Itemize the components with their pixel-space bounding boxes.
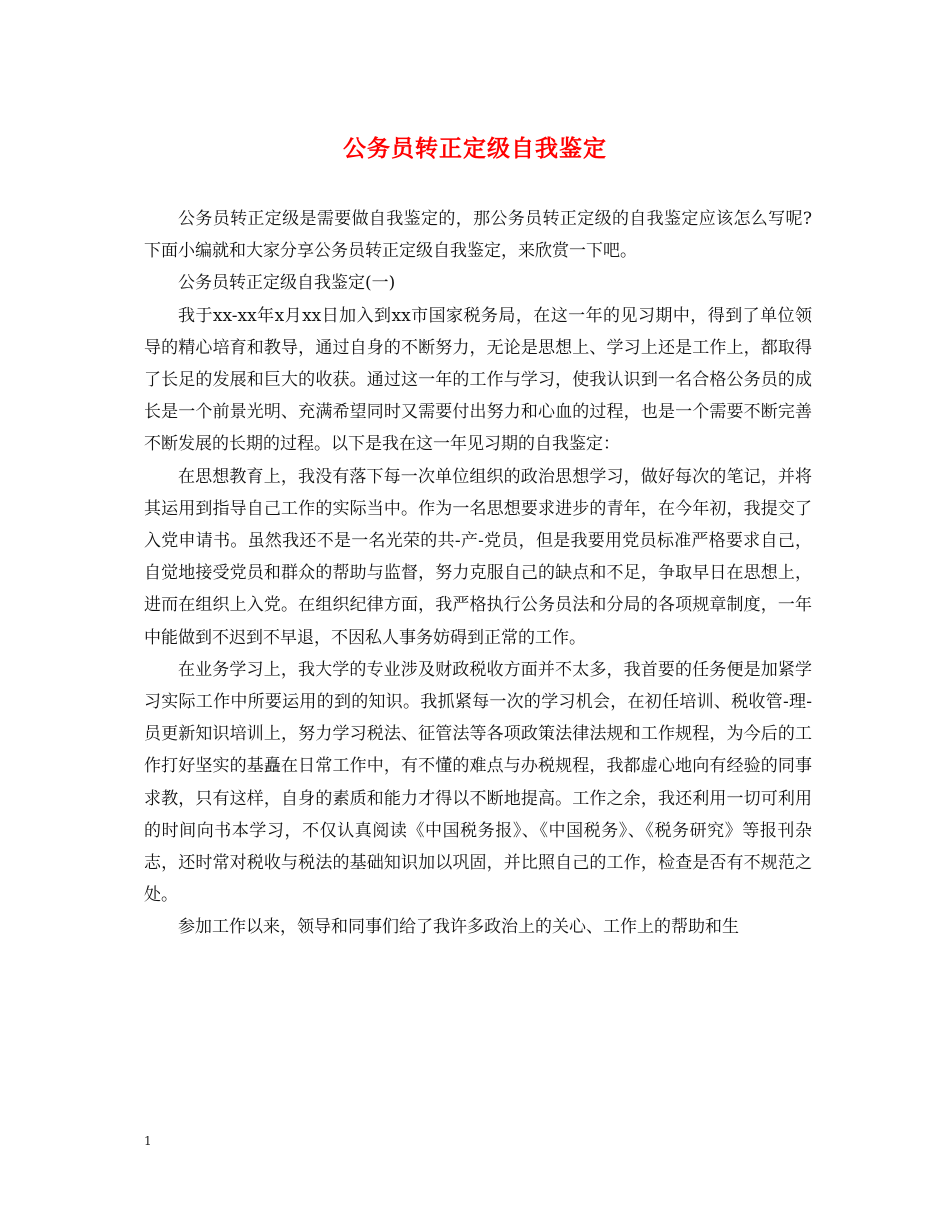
paragraph-opening: 我于xx-xx年x月xx日加入到xx市国家税务局，在这一年的见习期中，得到了单位领导的精心培育和教导，通过自身的不断努力，无论是思想上、学习上还是工作上，都取得了长足的发展和巨大的收获。通过这一年的工作与学习，使我认识到一名合格公务员的成长是一个前景光明、充满希望同时又需要付出努力和心血的过程，也是一个需要不断完善不断发展的长期的过程。以下是我在这一年见习期的自我鉴定：	[144, 305, 812, 455]
document-body	[144, 203, 812, 944]
paragraph-intro: 公务员转正定级是需要做自我鉴定的，那公务员转正定级的自我鉴定应该怎么写呢?下面小编就和大家分享公务员转正定级自我鉴定，来欣赏一下吧。	[144, 209, 812, 262]
paragraph-study: 在业务学习上，我大学的专业涉及财政税收方面并不太多，我首要的任务便是加紧学习实际工作中所要运用的到的知识。我抓紧每一次的学习机会，在初任培训、税收管-理-员更新知识培训上，努力学习税法、征管法等各项政策法律法规和工作规程，为今后的工作打好坚实的基矗在日常工作中，有不懂的难点与办税规程，我都虚心地向有经验的同事求教，只有这样，自身的素质和能力才得以不断地提高。工作之余，我还利用一切可利用的时间向书本学习，不仅认真阅读《中国税务报》、《中国税务》、《税务研究》等报刊杂志，还时常对税收与税法的基础知识加以巩固，并比照自己的工作，检查是否有不规范之处。	[144, 659, 812, 906]
paragraph-ideology: 在思想教育上，我没有落下每一次单位组织的政治思想学习，做好每次的笔记，并将其运用到指导自己工作的实际当中。作为一名思想要求进步的青年，在今年初，我提交了入党申请书。虽然我还不是一名光荣的共-产-党员，但是我要用党员标准严格要求自己，自觉地接受党员和群众的帮助与监督，努力克服自己的缺点和不足，争取早日在思想上，进而在组织上入党。在组织纪律方面，我严格执行公务员法和分局的各项规章制度，一年中能做到不迟到不早退，不因私人事务妨碍到正常的工作。	[144, 466, 812, 648]
page-number: 1	[144, 1134, 152, 1148]
paragraph-work: 参加工作以来，领导和同事们给了我许多政治上的关心、工作上的帮助和生	[178, 917, 739, 938]
document-title: 公务员转正定级自我鉴定	[343, 135, 607, 162]
paragraph-section-heading: 公务员转正定级自我鉴定(一)	[178, 273, 396, 294]
